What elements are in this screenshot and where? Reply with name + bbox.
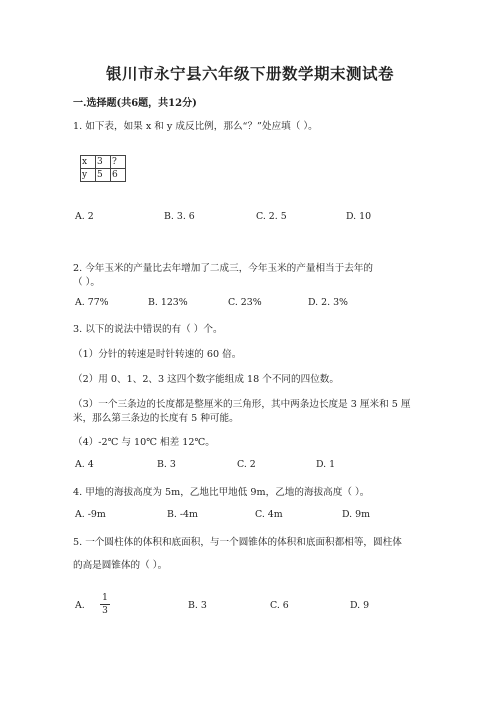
q5-option-d: D. 9 [350, 600, 370, 611]
fraction-denominator: 3 [102, 606, 108, 616]
q5-option-b: B. 3 [188, 600, 207, 611]
q4-option-d: D. 9m [342, 509, 370, 520]
question-1-text: 1. 如下表，如果 x 和 y 成反比例，那么“？”处应填（ ）。 [73, 121, 318, 132]
question-3-statement-3b: 米，那么第三条边的长度有 5 种可能。 [73, 413, 239, 424]
q2-option-c: C. 23% [228, 297, 262, 308]
table-cell: 6 [111, 169, 126, 182]
section-heading: 一.选择题(共6题，共12分) [73, 98, 197, 109]
fraction-one-third [100, 593, 110, 616]
q5-option-a: A. [75, 600, 85, 611]
q1-option-b: B. 3. 6 [164, 211, 195, 222]
q3-option-b: B. 3 [157, 459, 176, 470]
q2-option-b: B. 123% [148, 297, 188, 308]
q1-option-a: A. 2 [75, 211, 94, 222]
question-3-text: 3. 以下的说法中错误的有（ ）个。 [73, 324, 223, 335]
question-3-statement-1: （1）分针的转速是时针转速的 60 倍。 [73, 349, 242, 360]
q3-option-d: D. 1 [316, 459, 336, 470]
question-1-table [80, 155, 126, 182]
question-2-line-1: 2. 今年玉米的产量比去年增加了二成三，今年玉米的产量相当于去年的 [73, 263, 374, 274]
page-title: 银川市永宁县六年级下册数学期末测试卷 [105, 64, 394, 83]
table-cell: ? [111, 156, 126, 169]
q4-option-b: B. -4m [167, 509, 198, 520]
q1-option-d: D. 10 [346, 211, 372, 222]
q2-option-d: D. 2. 3% [308, 297, 348, 308]
q5-option-c: C. 6 [270, 600, 289, 611]
q1-option-c: C. 2. 5 [256, 211, 287, 222]
table-cell: y [81, 169, 96, 182]
q2-option-a: A. 77% [75, 297, 109, 308]
table-row [81, 169, 126, 182]
table-cell: 3 [96, 156, 111, 169]
table-cell: 5 [96, 169, 111, 182]
question-5-line-1: 5. 一个圆柱体的体积和底面积，与一个圆锥体的体积和底面积都相等，圆柱体 [73, 537, 402, 548]
fraction-bar [100, 604, 110, 605]
q4-option-c: C. 4m [255, 509, 283, 520]
question-3-statement-3a: （3）一个三条边的长度都是整厘米的三角形，其中两条边长度是 3 厘米和 5 厘 [73, 399, 411, 410]
table-row [81, 156, 126, 169]
table-cell: x [81, 156, 96, 169]
question-4-text: 4. 甲地的海拔高度为 5m，乙地比甲地低 9m，乙地的海拔高度（ ）。 [73, 487, 370, 498]
question-5-line-2: 的高是圆锥体的（ ）。 [73, 560, 168, 571]
question-3-statement-2: （2）用 0、1、2、3 这四个数字能组成 18 个不同的四位数。 [73, 374, 339, 385]
question-2-line-2: （ ）。 [73, 277, 101, 288]
fraction-numerator: 1 [102, 593, 108, 603]
q3-option-a: A. 4 [75, 459, 94, 470]
q3-option-c: C. 2 [237, 459, 256, 470]
question-3-statement-4: （4）-2℃ 与 10℃ 相差 12℃。 [73, 437, 215, 448]
q4-option-a: A. -9m [75, 509, 106, 520]
